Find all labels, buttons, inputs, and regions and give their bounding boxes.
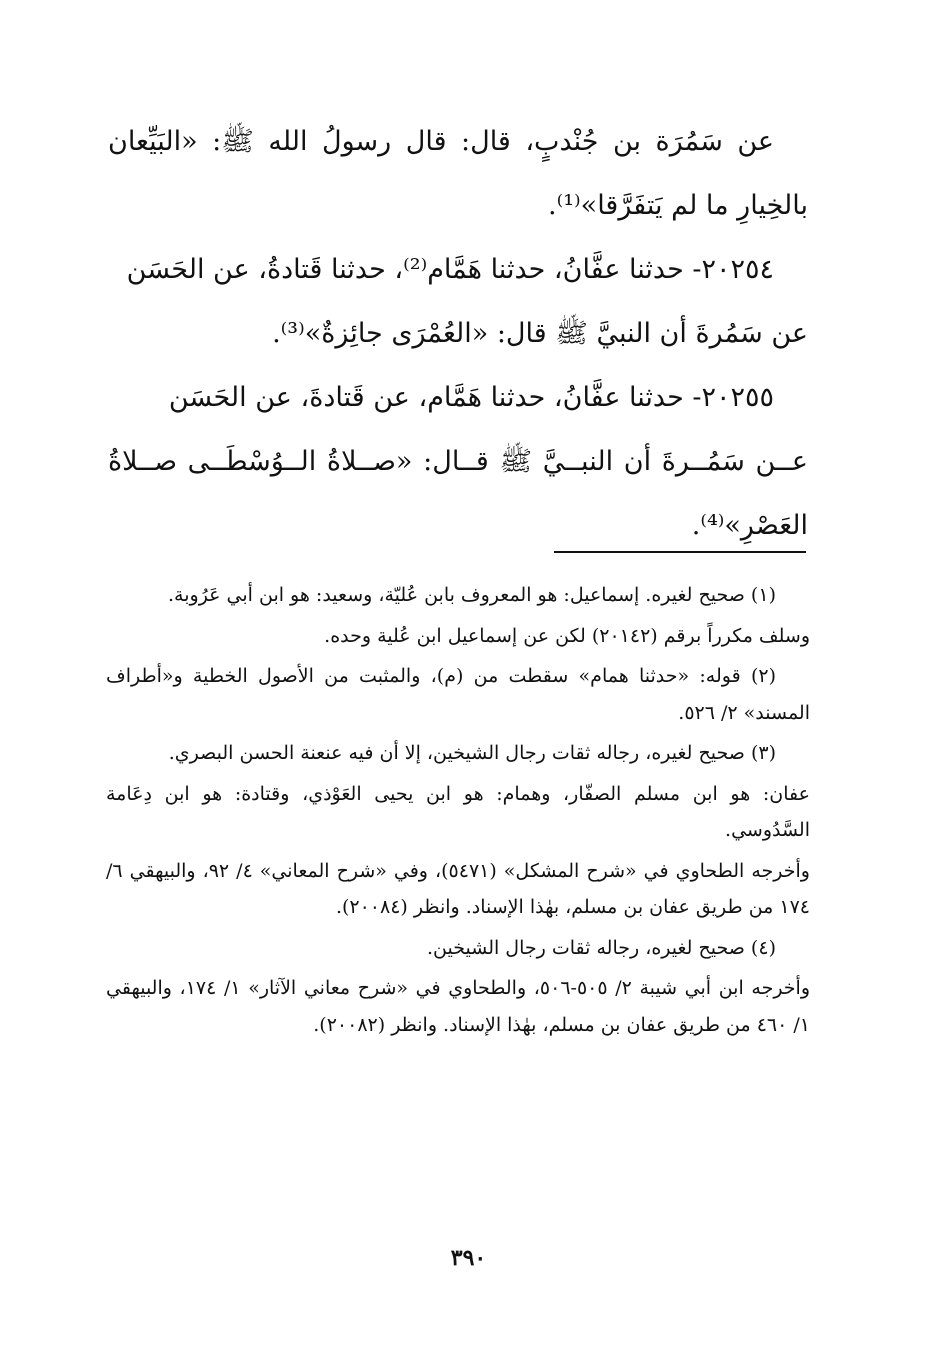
hadith-isnad-20254: ٢٠٢٥٤- حدثنا عفَّانُ، حدثنا هَمَّام⁽²⁾، حدثنا قَتادةُ، عن الحَسَن — [126, 254, 774, 285]
footnote-2: (٢) قوله: «حدثنا همام» سقطت من (م)، والمثبت من الأصول الخطية و«أطراف المسند» ٢/ ٥٢٦. — [106, 665, 810, 724]
hadith-isnad-20255: ٢٠٢٥٥- حدثنا عفَّانُ، حدثنا هَمَّام، عن قَتادةَ، عن الحَسَن — [168, 382, 774, 413]
hadith-text-20255: عــن سَمُــرةَ أن النبــيَّ ﷺ قــال: «صــلاةُ الــوُسْطَــى صــلاةُ العَصْرِ»⁽⁴⁾. — [108, 446, 808, 541]
footnotes — [106, 577, 810, 1047]
page-number: ٣٩٠ — [450, 1245, 487, 1271]
footnote-1-continuation: وسلف مكرراً برقم (٢٠١٤٢) لكن عن إسماعيل ابن عُلية وحده. — [324, 624, 810, 647]
footnote-1: (١) صحيح لغيره. إسماعيل: هو المعروف بابن عُليّة، وسعيد: هو ابن أبي عَرُوبة. — [168, 584, 776, 606]
footnote-3: (٣) صحيح لغيره، رجاله ثقات رجال الشيخين، إلا أن فيه عنعنة الحسن البصري. — [168, 742, 776, 764]
footnote-separator — [554, 551, 806, 553]
hadith-text-1: عن سَمُرَة بن جُنْدبٍ، قال: قال رسولُ الله ﷺ: «البَيِّعان بالخِيارِ ما لم يَتفَرَّقا»⁽¹⁾. — [108, 126, 808, 221]
footnote-4: (٤) صحيح لغيره، رجاله ثقات رجال الشيخين. — [427, 936, 776, 959]
footnote-3-takhrij: وأخرجه الطحاوي في «شرح المشكل» (٥٤٧١)، وفي «شرح المعاني» ٤/ ٩٢، والبيهقي ٦/ ١٧٤ من طريق عفان بن مسلم، بهٰذا الإسناد. وانظر (٢٠٠٨٤). — [106, 859, 810, 918]
footnote-3-narrators: عفان: هو ابن مسلم الصفّار، وهمام: هو ابن يحيى العَوْذي، وقتادة: هو ابن دِعَامة السَّدُوسي. — [106, 782, 810, 841]
footnote-4-takhrij: وأخرجه ابن أبي شيبة ٢/ ٥٠٥-٥٠٦، والطحاوي في «شرح معاني الآثار» ١/ ١٧٤، والبيهقي ١/ ٤٦٠ من طريق عفان بن مسلم، بهٰذا الإسناد. وانظر (٢٠٠٨٢). — [106, 977, 810, 1036]
hadith-text-20254: عن سَمُرةَ أن النبيَّ ﷺ قال: «العُمْرَى جائِزةٌ»⁽³⁾. — [272, 318, 808, 349]
main-text — [108, 110, 808, 558]
